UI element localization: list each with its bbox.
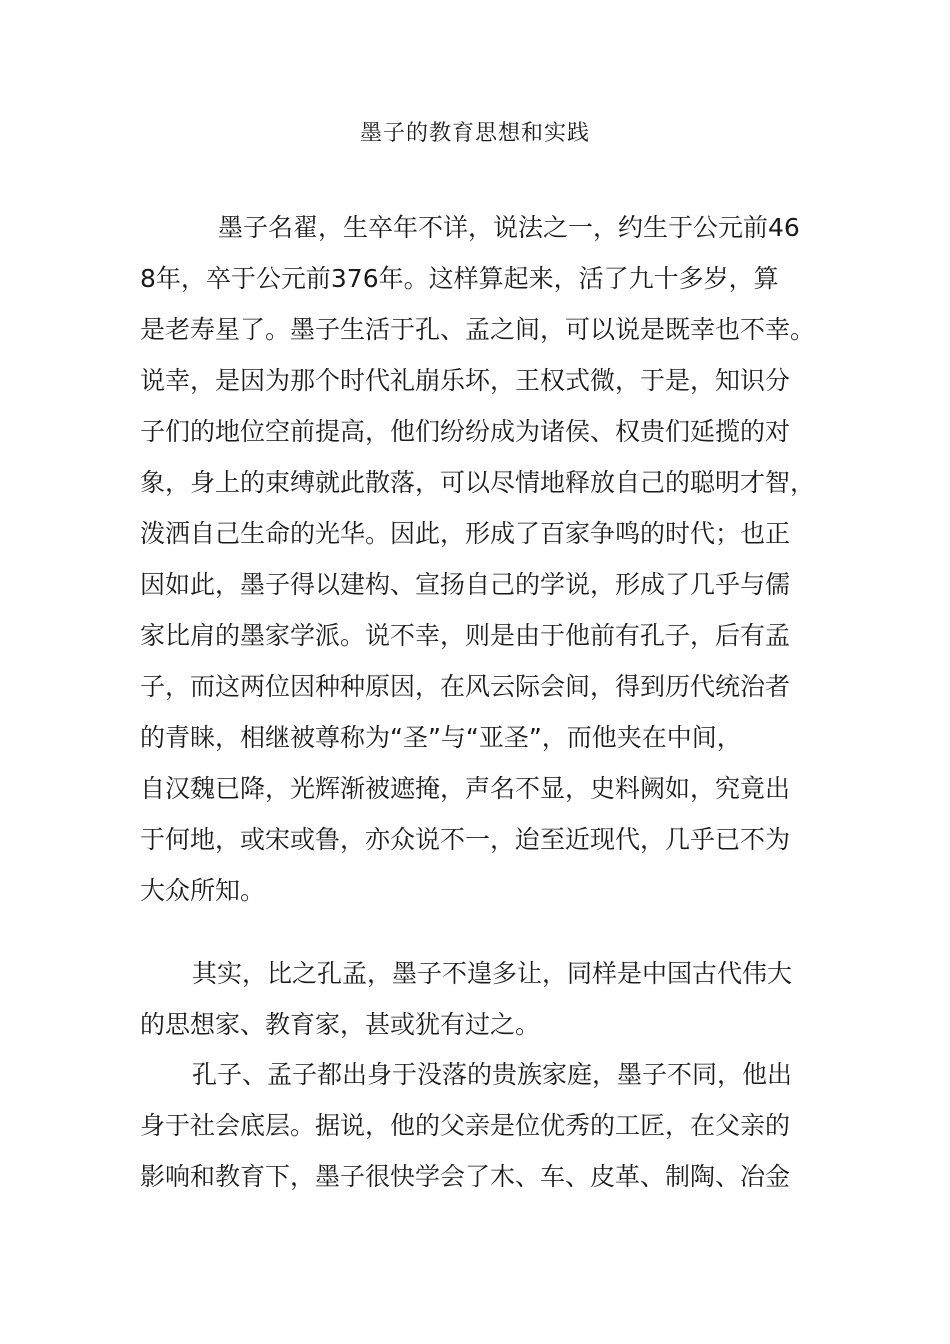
text-line: 象，身上的束缚就此散落，可以尽情地释放自己的聪明才智， (140, 468, 816, 497)
text-line: 的青睐，相继被尊称为“圣”与“亚圣”，而他夹在中间， (140, 723, 742, 752)
text-line: 于何地，或宋或鲁，亦众说不一，迨至近现代，几乎已不为 (140, 825, 791, 854)
text-line: 大众所知。 (140, 876, 266, 905)
text-line: 子，而这两位因种种原因，在风云际会间，得到历代统治者 (140, 672, 791, 701)
paragraph-biography (140, 202, 830, 916)
text-line: 因如此，墨子得以建构、宣扬自己的学说，形成了几乎与儒 (140, 570, 791, 599)
text-line: 说幸，是因为那个时代礼崩乐坏，王权式微，于是，知识分 (140, 366, 791, 395)
text-line: 的思想家、教育家，甚或犹有过之。 (140, 1010, 541, 1039)
text-line: 自汉魏已降，光辉渐被遮掩，声名不显，史料阙如，究竟出 (140, 774, 791, 803)
text-line: 其实，比之孔孟，墨子不遑多让，同样是中国古代伟大 (192, 959, 793, 988)
text-line: 子们的地位空前提高，他们纷纷成为诸侯、权贵们延揽的对 (140, 417, 791, 446)
text-line: 墨子名翟，生卒年不详，说法之一，约生于公元前46 (218, 213, 800, 242)
text-line: 是老寿星了。墨子生活于孔、孟之间，可以说是既幸也不幸。 (140, 315, 816, 344)
document-title: 墨子的教育思想和实践 (359, 121, 590, 146)
text-line: 身于社会底层。据说，他的父亲是位优秀的工匠，在父亲的 (140, 1111, 791, 1140)
text-line: 家比肩的墨家学派。说不幸，则是由于他前有孔子，后有孟 (140, 621, 791, 650)
text-line: 8年，卒于公元前376年。这样算起来，活了九十多岁，算 (140, 264, 779, 293)
paragraph-comparison (140, 948, 830, 1050)
text-line: 影响和教育下，墨子很快学会了木、车、皮革、制陶、冶金 (140, 1162, 791, 1191)
text-line: 泼洒自己生命的光华。因此，形成了百家争鸣的时代；也正 (140, 519, 791, 548)
paragraph-origin (140, 1049, 830, 1202)
text-line: 孔子、孟子都出身于没落的贵族家庭，墨子不同，他出 (192, 1060, 793, 1089)
